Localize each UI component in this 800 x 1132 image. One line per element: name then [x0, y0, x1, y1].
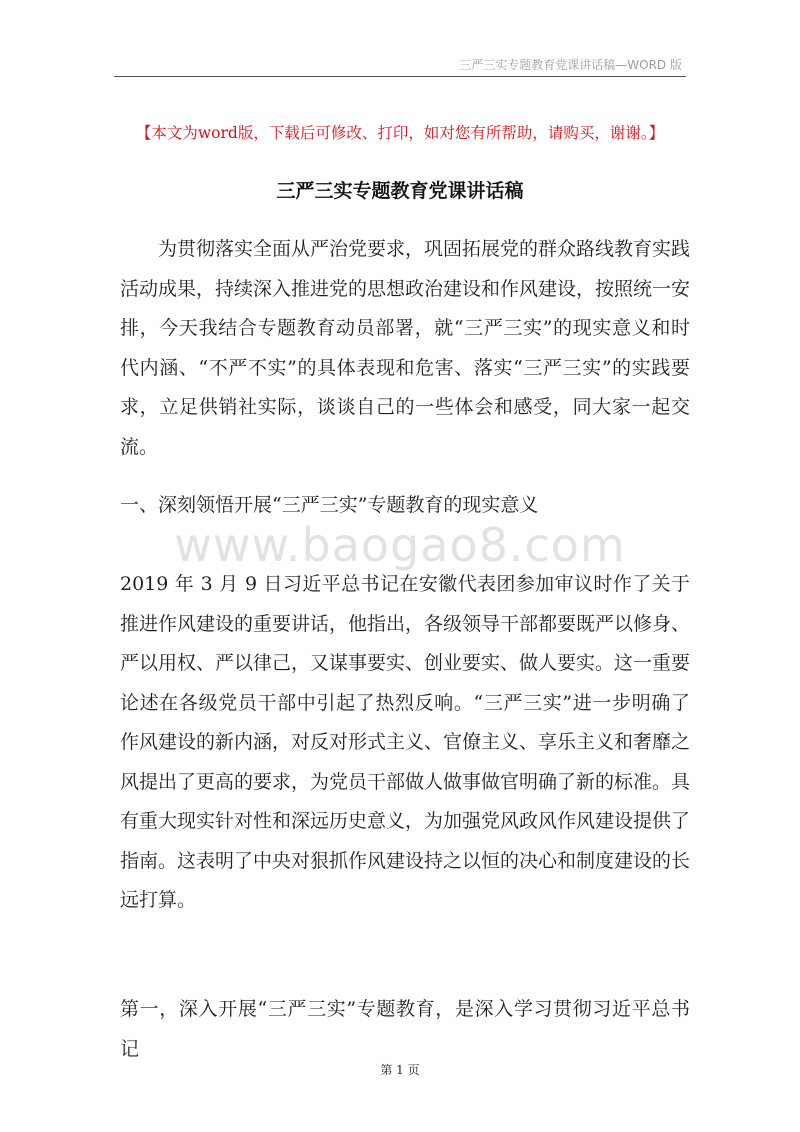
section-heading: 一、深刻领悟开展“三严三实”专题教育的现实意义 — [120, 494, 539, 516]
document-title: 三严三实专题教育党课讲话稿 — [276, 180, 524, 202]
header-divider — [114, 76, 686, 77]
page-number: 第 1 页 — [380, 1063, 420, 1077]
body-paragraph-continued: 第一，深入开展“三严三实”专题教育，是深入学习贯彻习近平总书记 — [120, 998, 690, 1060]
running-header: 三严三实专题教育党课讲话稿—WORD 版 — [459, 58, 682, 72]
intro-paragraph: 为贯彻落实全面从严治党要求，巩固拓展党的群众路线教育实践活动成果，持续深入推进党的思想政治建设和作风建设，按照统一安排，今天我结合专题教育动员部署，就“三严三实”的现实意义和时代内涵、“不严不实”的具体表现和危害、落实“三严三实”的实践要求，立足供销社实际，谈谈自己的一些体会和感受，同大家一起交流。 — [120, 238, 691, 458]
watermark: www.baogao8.com — [174, 518, 626, 572]
download-notice: 【本文为word版，下载后可修改、打印，如对您有所帮助，请购买，谢谢。】 — [135, 124, 665, 142]
body-paragraph: 2019 年 3 月 9 日习近平总书记在安徽代表团参加审议时作了关于推进作风建设的重要讲话，他指出，各级领导干部都要既严以修身、严以用权、严以律己，又谋事要实、创业要实、做人要实。这一重要论述在各级党员干部中引起了热烈反响。“三严三实”进一步明确了作风建设的新内涵，对反对形式主义、官僚主义、享乐主义和奢靡之风提出了更高的要求，为党员干部做人做事做官明确了新的标准。具有重大现实针对性和深远历史意义，为加强党风政风作风建设提供了指南。这表明了中央对狠抓作风建设持之以恒的决心和制度建设的长远打算。 — [120, 573, 691, 911]
